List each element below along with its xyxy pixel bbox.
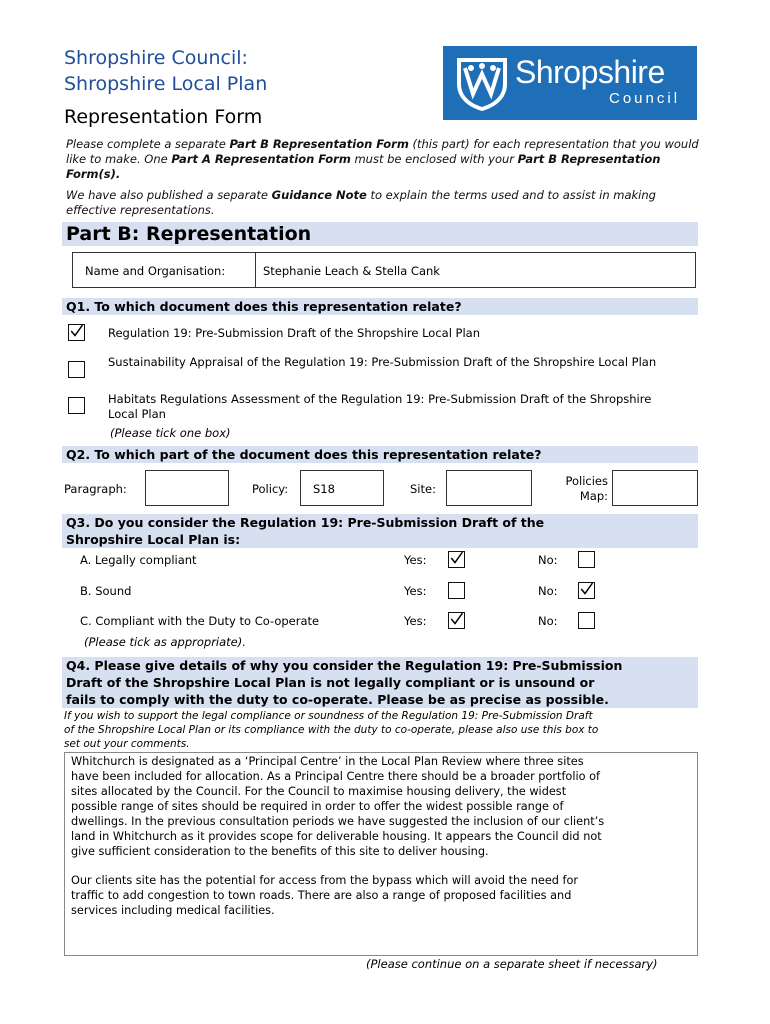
q3-row-c-no-label: No: [538, 614, 558, 628]
q4-answer-line: Whitchurch is designated as a ‘Principal Centre’ in the Local Plan Review where three sites [71, 755, 584, 768]
checkmark-icon [69, 321, 84, 341]
q3-row-b-label: B. Sound [80, 584, 132, 598]
q3-row-c-yes-label: Yes: [404, 614, 427, 628]
q4-heading: Q4. Please give details of why you consider the Regulation 19: Pre-Submission Draft of the Shropshire Local Plan is not legally compliant or is unsound or fails to comply with the duty to co-operate. Please be as precise as possible. [62, 657, 698, 708]
name-organisation-table [72, 252, 696, 288]
continue-note: (Please continue on a separate sheet if necessary) [366, 957, 658, 971]
table-divider [255, 253, 256, 287]
q1-note: (Please tick one box) [110, 426, 231, 440]
q4-answer-paragraph-2 [71, 873, 695, 918]
q4-note: If you wish to support the legal compliance or soundness of the Regulation 19: Pre-Submission Draft of the Shropshire Local Plan or its compliance with the duty to co-operate, please also use this box to set out your comments. [64, 710, 599, 750]
policies-map-field[interactable] [612, 470, 698, 506]
q4-answer-line: dwellings. In the previous consultation periods we have suggested the inclusion of our client’s [71, 815, 605, 828]
q1-option-3-label: Habitats Regulations Assessment of the Regulation 19: Pre-Submission Draft of the Shropshire Local Plan [108, 392, 652, 421]
q4-answer-line: land in Whitchurch as it provides scope for deliverable housing. It appears the Council did not [71, 830, 602, 843]
policy-field[interactable]: S18 [300, 470, 384, 506]
name-organisation-label: Name and Organisation: [85, 264, 226, 278]
policy-label: Policy: [252, 482, 289, 496]
checkmark-icon [449, 548, 464, 568]
q3-row-b-yes-label: Yes: [404, 584, 427, 598]
q1-option-1-checkbox[interactable] [68, 324, 85, 341]
q1-option-1-label: Regulation 19: Pre-Submission Draft of the Shropshire Local Plan [108, 326, 481, 340]
q1-option-2-label: Sustainability Appraisal of the Regulation 19: Pre-Submission Draft of the Shropshire Local Plan [108, 355, 657, 369]
paragraph-label: Paragraph: [64, 482, 127, 496]
shropshire-council-logo [443, 46, 697, 120]
form-title: Representation Form [64, 106, 263, 128]
site-field[interactable] [446, 470, 532, 506]
checkmark-icon [449, 609, 464, 629]
council-title-line1: Shropshire Council: [64, 47, 248, 69]
q2-heading: Q2. To which part of the document does this representation relate? [62, 446, 698, 463]
q4-answer-line: Our clients site has the potential for access from the bypass which will avoid the need for [71, 874, 579, 887]
name-organisation-value[interactable]: Stephanie Leach & Stella Cank [263, 264, 440, 278]
q3-row-a-no-checkbox[interactable] [578, 551, 595, 568]
q3-row-a-yes-label: Yes: [404, 553, 427, 567]
q3-row-a-label: A. Legally compliant [80, 553, 197, 567]
q3-row-b-yes-checkbox[interactable] [448, 582, 465, 599]
logo-main-text: Shropshire [515, 54, 665, 90]
q4-answer-box[interactable] [64, 752, 698, 956]
checkmark-icon [579, 579, 594, 599]
intro-paragraph-1: Please complete a separate Part B Representation Form (this part) for each representation that you would like to make. One Part A Representation Form must be enclosed with your Part B Representation Form(s). [66, 137, 699, 181]
q3-row-a-no-label: No: [538, 553, 558, 567]
q1-option-3-checkbox[interactable] [68, 397, 85, 414]
council-title-line2: Shropshire Local Plan [64, 73, 268, 95]
logo-sub-text: Council [609, 90, 681, 107]
q3-note: (Please tick as appropriate). [84, 635, 246, 649]
crest-icon [453, 54, 511, 112]
q3-row-b-no-label: No: [538, 584, 558, 598]
policies-map-label: Policies Map: [565, 474, 608, 503]
q4-answer-line: services including medical facilities. [71, 904, 275, 917]
q4-answer-paragraph-1 [71, 754, 695, 859]
paragraph-field[interactable] [145, 470, 229, 506]
part-b-heading: Part B: Representation [62, 222, 698, 246]
q4-answer-line: give sufficient consideration to the benefits of this site to deliver housing. [71, 845, 489, 858]
q4-answer-line: possible range of sites should be required in order to offer the widest possible range of [71, 800, 564, 813]
q3-row-c-label: C. Compliant with the Duty to Co-operate [80, 614, 320, 628]
q3-row-c-no-checkbox[interactable] [578, 612, 595, 629]
q3-heading: Q3. Do you consider the Regulation 19: Pre-Submission Draft of the Shropshire Local Plan is: [62, 514, 698, 548]
q3-row-c-yes-checkbox[interactable] [448, 612, 465, 629]
q1-option-2-checkbox[interactable] [68, 361, 85, 378]
q3-row-b-no-checkbox[interactable] [578, 582, 595, 599]
q4-answer-line: sites allocated by the Council. For the Council to maximise housing delivery, the widest [71, 785, 567, 798]
intro-paragraph-2: We have also published a separate Guidance Note to explain the terms used and to assist in making effective representations. [66, 188, 656, 217]
site-label: Site: [410, 482, 436, 496]
q1-heading: Q1. To which document does this representation relate? [62, 298, 698, 315]
q4-answer-line: traffic to add congestion to town roads. There are also a range of proposed facilities and [71, 889, 572, 902]
q4-answer-line: have been included for allocation. As a Principal Centre there should be a broader portfolio of [71, 770, 601, 783]
q3-row-a-yes-checkbox[interactable] [448, 551, 465, 568]
